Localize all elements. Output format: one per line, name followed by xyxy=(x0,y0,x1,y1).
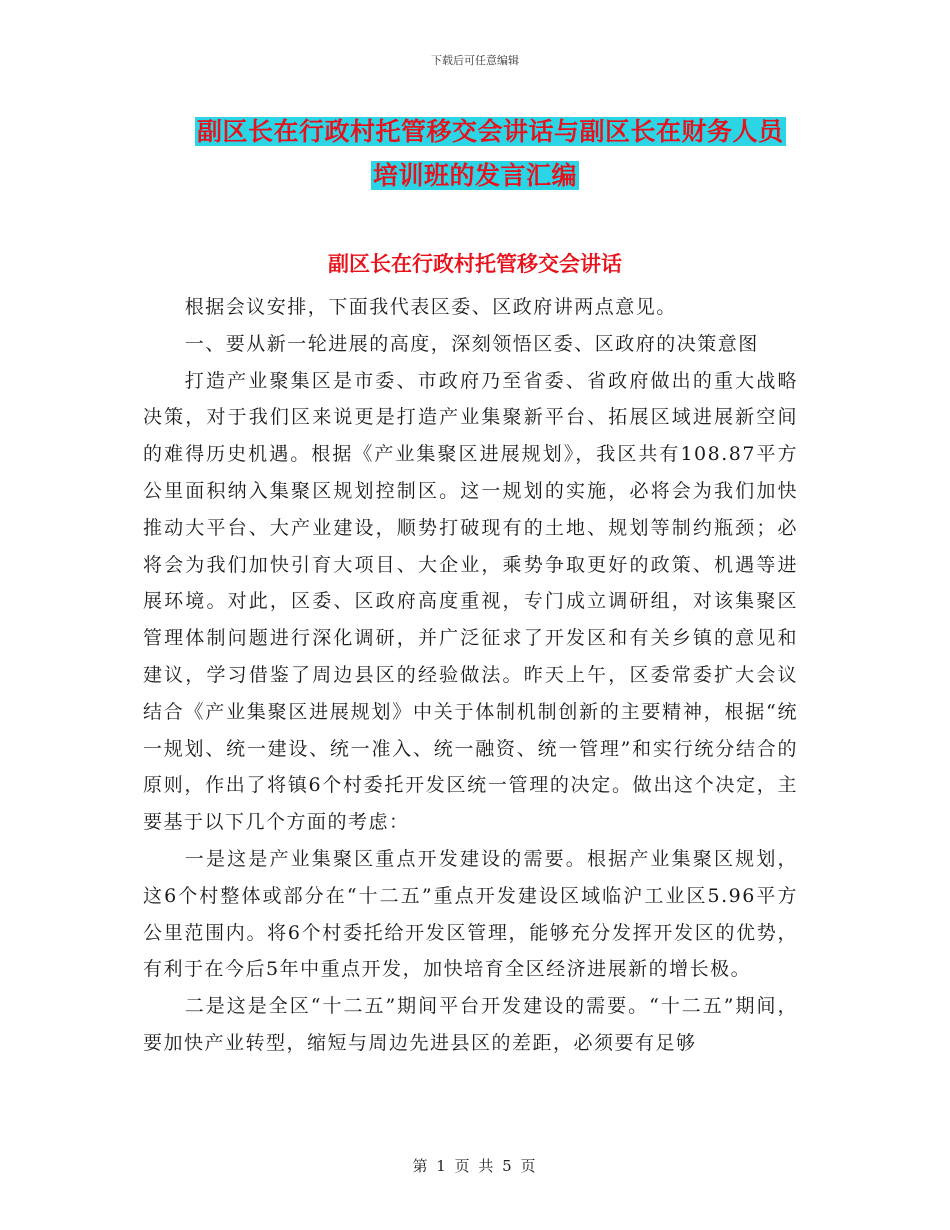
paragraph: 根据会议安排，下面我代表区委、区政府讲两点意见。 xyxy=(184,296,677,318)
document-title-line1: 副区长在行政村托管移交会讲话与副区长在财务人员 xyxy=(197,117,784,146)
paragraph: 打造产业聚集区是市委、市政府乃至省委、省政府做出的重大战略决策，对于我们区来说更是打造产业集聚新平台、拓展区域进展新空间的难得历史机遇。根据《产业集聚区进展规划》，我区共有108.87平方公里面积纳入集聚区规划控制区。这一规划的实施，必将会为我们加快推动大平台、大产业建设，顺势打破现有的土地、规划等制约瓶颈；必将会为我们加快引育大项目、大企业，乘势争取更好的政策、机遇等进展环境。对此，区委、区政府高度重视，专门成立调研组，对该集聚区管理体制问题进行深化调研，并广泛征求了开发区和有关乡镇的意见和建议，学习借鉴了周边县区的经验做法。昨天上午，区委常委扩大会议结合《产业集聚区进展规划》中关于体制机制创新的主要精神，根据“统一规划、统一建设、统一准入、统一融资、统一管理”和实行统分结合的原则，作出了将镇6个村委托开发区统一管理的决定。做出这个决定，主要基于以下几个方面的考虑： xyxy=(143,369,798,834)
page-number-footer: 第 1 页 共 5 页 xyxy=(412,1157,538,1175)
paragraph: 一是这是产业集聚区重点开发建设的需要。根据产业集聚区规划，这6个村整体或部分在“十二五”重点开发建设区域临沪工业区5.96平方公里范围内。将6个村委托给开发区管理，能够充分发挥开发区的优势，有利于在今后5年中重点开发，加快培育全区经济进展新的增长极。 xyxy=(143,847,798,981)
document-body xyxy=(143,289,798,1062)
section-title: 副区长在行政村托管移交会讲话 xyxy=(328,251,622,276)
paragraph: 二是这是全区“十二五”期间平台开发建设的需要。“十二五”期间，要加快产业转型，缩短与周边先进县区的差距，必须要有足够 xyxy=(143,995,798,1054)
page-header-note: 下载后可任意编辑 xyxy=(431,54,519,67)
document-title-line2: 培训班的发言汇编 xyxy=(372,161,577,190)
paragraph: 一、要从新一轮进展的高度，深刻领悟区委、区政府的决策意图 xyxy=(184,332,759,355)
